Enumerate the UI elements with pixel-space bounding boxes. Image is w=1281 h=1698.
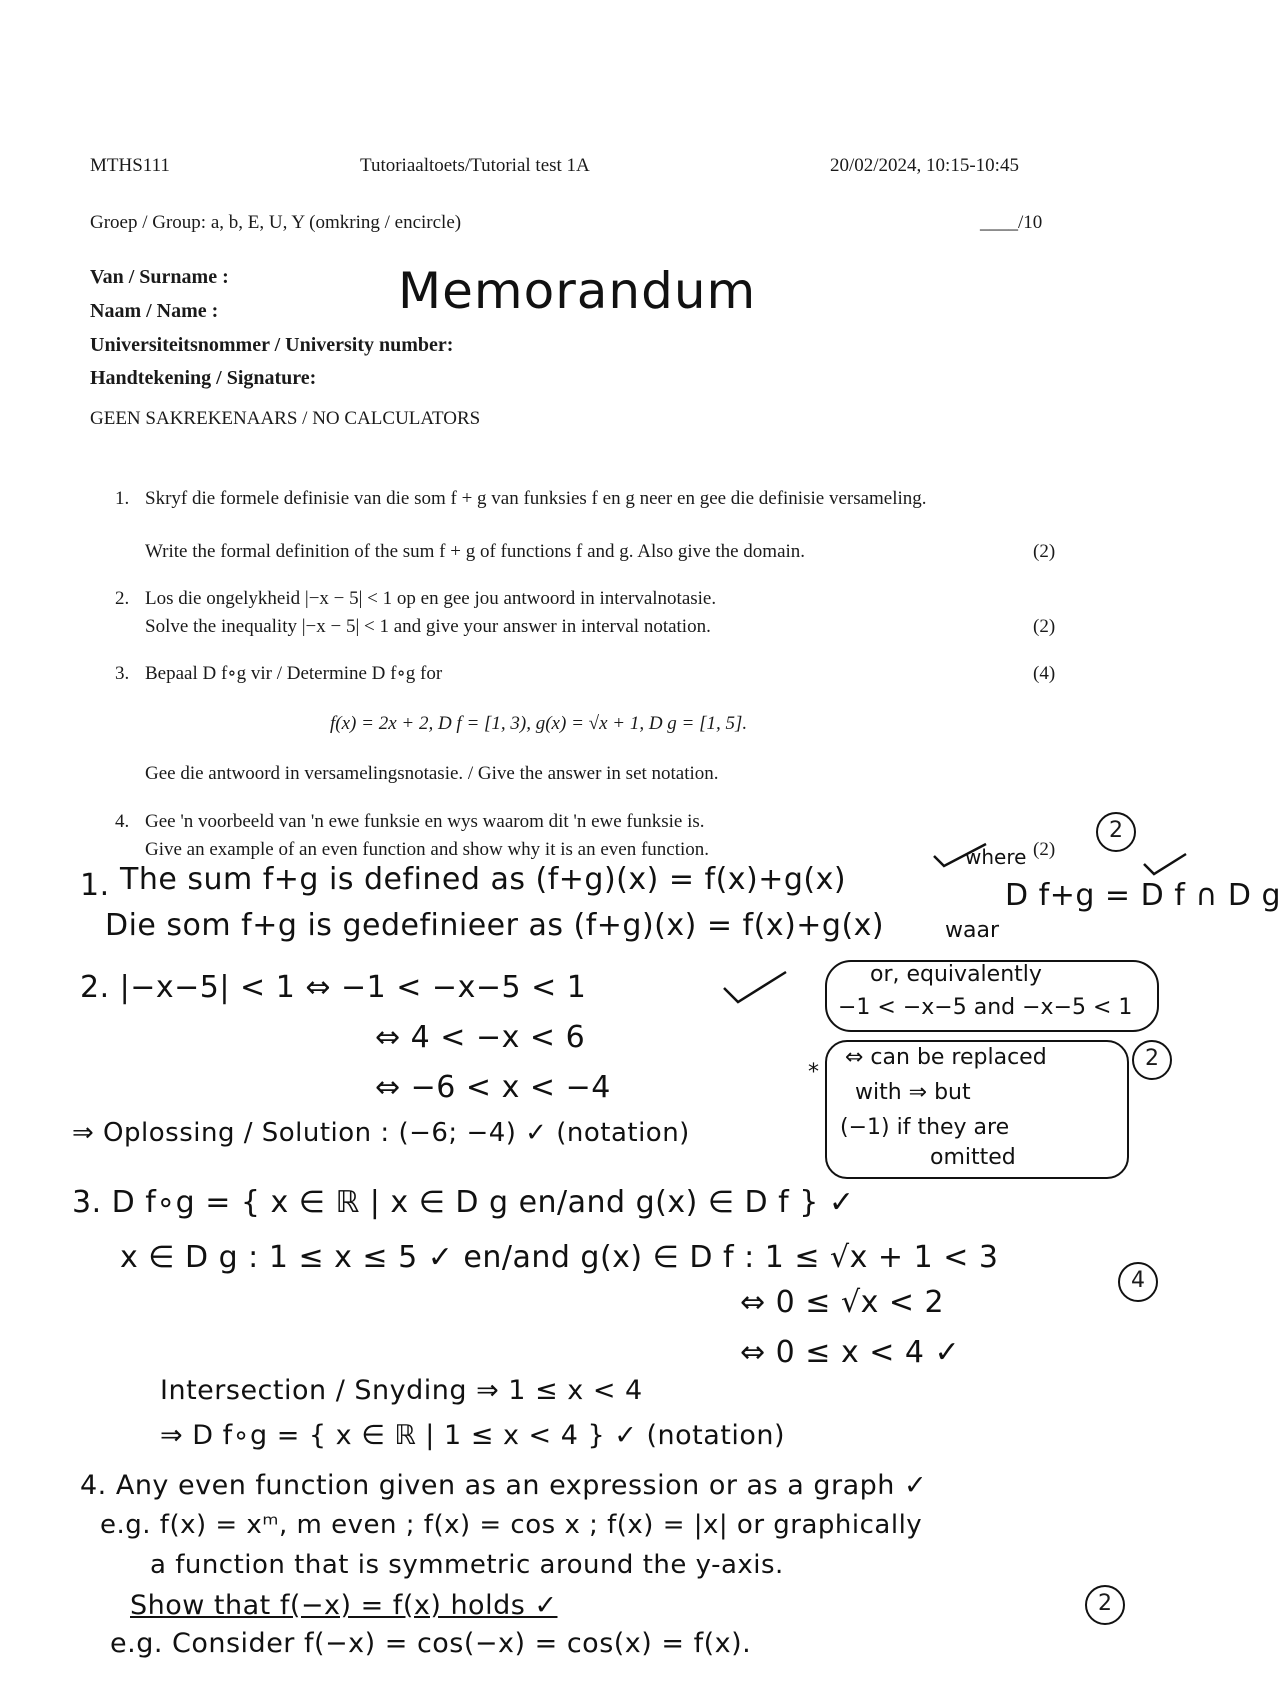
question-2-english: Solve the inequality |−x − 5| < 1 and give your answer in interval notation. [145, 616, 711, 637]
q2-answer-line-1: 2. |−x−5| < 1 ⇔ −1 < −x−5 < 1 [80, 970, 587, 1005]
course-code: MTHS111 [90, 155, 170, 176]
q4-answer-line-4: Show that f(−x) = f(x) holds ✓ [130, 1590, 558, 1621]
q2-mark-circle: 2 [1132, 1040, 1172, 1080]
question-2-afrikaans: Los die ongelykheid |−x − 5| < 1 op en gee jou antwoord in intervalnotasie. [145, 588, 717, 609]
q3-mark-circle: 4 [1118, 1262, 1158, 1302]
q4-answer-line-2: e.g. f(x) = xᵐ, m even ; f(x) = cos x ; f(x) = |x| or graphically [100, 1510, 923, 1540]
test-title: Tutoriaaltoets/Tutorial test 1A [360, 155, 590, 176]
q2-equivalent-label: or, equivalently [870, 962, 1042, 987]
q2-note-line-4: omitted [930, 1145, 1016, 1170]
question-4-marks: (2) [1033, 839, 1056, 860]
q2-note-star: * [808, 1060, 819, 1085]
group-line: Groep / Group: a, b, E, U, Y (omkring / encircle) [90, 212, 462, 233]
question-1-marks: (2) [1033, 541, 1056, 562]
question-1-number: 1. [115, 488, 130, 509]
q4-mark-circle: 2 [1085, 1585, 1125, 1625]
q4-answer-line-5: e.g. Consider f(−x) = cos(−x) = cos(x) = f(x). [110, 1628, 752, 1659]
q3-answer-line-3: ⇔ 0 ≤ √x < 2 [740, 1285, 945, 1320]
q3-answer-line-2: x ∈ D g : 1 ≤ x ≤ 5 ✓ en/and g(x) ∈ D f : 1 ≤ √x + 1 < 3 [120, 1240, 999, 1275]
q1-check-icon [930, 840, 990, 870]
q1-domain: D f+g = D f ∩ D g [1005, 878, 1281, 913]
q2-answer-line-3: ⇔ −6 < x < −4 [375, 1070, 611, 1105]
q2-note-line-1: ⇔ can be replaced [845, 1045, 1047, 1070]
question-3-number: 3. [115, 663, 130, 684]
q3-answer-line-1: 3. D f∘g = { x ∈ ℝ | x ∈ D g en/and g(x) ∈ D f } ✓ [72, 1185, 855, 1220]
q1-waar-note: waar [945, 918, 1000, 943]
test-datetime: 20/02/2024, 10:15-10:45 [830, 155, 1019, 176]
score-field: ____/10 [980, 212, 1043, 233]
q1-answer-english: The sum f+g is defined as (f+g)(x) = f(x)+g(x) [120, 862, 847, 897]
question-2-number: 2. [115, 588, 130, 609]
question-4-english: Give an example of an even function and show why it is an even function. [145, 839, 710, 860]
q2-note-line-2: with ⇒ but [855, 1080, 971, 1105]
question-3-instruction: Gee die antwoord in versamelingsnotasie. / Give the answer in set notation. [145, 763, 719, 784]
q1-answer-number: 1. [80, 868, 110, 903]
q1-check-icon-2 [1140, 850, 1190, 880]
q1-answer-afrikaans: Die som f+g is gedefinieer as (f+g)(x) = f(x)+g(x) [105, 908, 885, 943]
q2-solution: ⇒ Oplossing / Solution : (−6; −4) ✓ (notation) [72, 1118, 690, 1148]
q2-note-line-3: (−1) if they are [840, 1115, 1010, 1140]
question-4-number: 4. [115, 811, 130, 832]
q2-answer-line-2: ⇔ 4 < −x < 6 [375, 1020, 586, 1055]
q1-mark-circle: 2 [1096, 812, 1136, 852]
signature-label: Handtekening / Signature: [90, 367, 317, 389]
q3-final-answer: ⇒ D f∘g = { x ∈ ℝ | 1 ≤ x < 4 } ✓ (notation) [160, 1420, 785, 1451]
q2-equivalent-text: −1 < −x−5 and −x−5 < 1 [838, 995, 1133, 1020]
question-1-english: Write the formal definition of the sum f + g of functions f and g. Also give the domain. [145, 541, 806, 562]
q1-where-note: where [965, 845, 1027, 869]
question-4-afrikaans: Gee 'n voorbeeld van 'n ewe funksie en wys waarom dit 'n ewe funksie is. [145, 811, 705, 832]
university-number-label: Universiteitsnommer / University number: [90, 334, 454, 356]
question-3-marks: (4) [1033, 663, 1056, 684]
no-calculators-notice: GEEN SAKREKENAARS / NO CALCULATORS [90, 408, 481, 429]
question-3-text: Bepaal D f∘g vir / Determine D f∘g for [145, 663, 443, 684]
name-label: Naam / Name : [90, 300, 219, 322]
question-3-functions: f(x) = 2x + 2, D f = [1, 3), g(x) = √x + 1, D g = [1, 5]. [330, 713, 748, 734]
q4-answer-line-3: a function that is symmetric around the y-axis. [150, 1550, 784, 1580]
q3-answer-line-4: ⇔ 0 ≤ x < 4 ✓ [740, 1335, 961, 1370]
surname-label: Van / Surname : [90, 266, 229, 288]
memorandum-handwritten: Memorandum [398, 262, 757, 320]
q4-answer-line-1: 4. Any even function given as an expression or as a graph ✓ [80, 1470, 928, 1501]
question-2-marks: (2) [1033, 616, 1056, 637]
q3-intersection: Intersection / Snyding ⇒ 1 ≤ x < 4 [160, 1375, 643, 1406]
question-1-afrikaans: Skryf die formele definisie van die som f + g van funksies f en g neer en gee die definisie versameling. [145, 488, 927, 509]
q2-check-icon [720, 968, 790, 1008]
